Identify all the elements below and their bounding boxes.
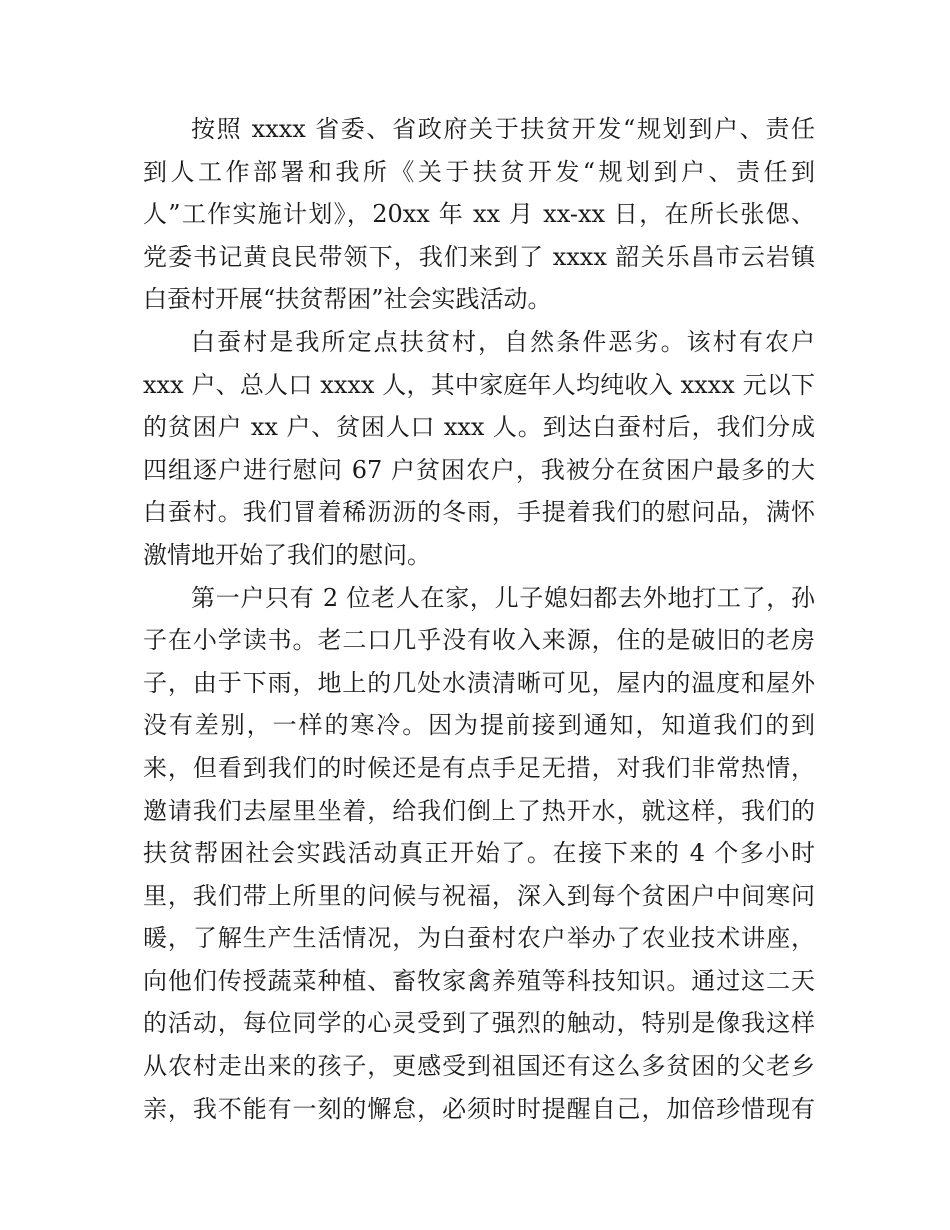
text-line: 激情地开始了我们的慰问。 — [143, 540, 431, 569]
text-line: 四组逐户进行慰问 67 户贫困农户，我被分在贫困户最多的大 — [143, 455, 815, 484]
text-line: 亲，我不能有一刻的懈怠，必须时时提醒自己，加倍珍惜现有 — [143, 1094, 815, 1123]
text-line: 里，我们带上所里的问候与祝福，深入到每个贫困户中间寒问 — [143, 881, 815, 910]
text-line: 扶贫帮困社会实践活动真正开始了。在接下来的 4 个多小时 — [143, 839, 815, 868]
text-line: 到人工作部署和我所《关于扶贫开发“规划到户、责任到 — [143, 157, 815, 186]
text-line: 白蚕村开展“扶贫帮困”社会实践活动。 — [143, 285, 552, 314]
text-line: 按照 xxxx 省委、省政府关于扶贫开发“规划到户、责任 — [191, 115, 815, 143]
text-line: 的活动，每位同学的心灵受到了强烈的触动，特别是像我这样 — [143, 1009, 815, 1038]
text-line: xxx 户、总人口 xxxx 人，其中家庭年人均纯收入 xxxx 元以下 — [143, 370, 815, 399]
text-line: 党委书记黄良民带领下，我们来到了 xxxx 韶关乐昌市云岩镇 — [143, 242, 815, 271]
text-line: 白蚕村是我所定点扶贫村，自然条件恶劣。该村有农户 — [191, 327, 815, 356]
text-line: 人”工作实施计划》，20xx 年 xx 月 xx-xx 日，在所长张偲、 — [143, 200, 815, 229]
text-line: 没有差别，一样的寒冷。因为提前接到通知，知道我们的到 — [143, 711, 815, 740]
paragraph-2 — [143, 321, 815, 577]
text-line: 子在小学读书。老二口几乎没有收入来源，住的是破旧的老房 — [143, 626, 815, 655]
text-line: 邀请我们去屋里坐着，给我们倒上了热开水，就这样，我们的 — [143, 796, 815, 825]
text-line: 的贫困户 xx 户、贫困人口 xxx 人。到达白蚕村后，我们分成 — [143, 413, 815, 442]
text-line: 子，由于下雨，地上的几处水渍清晰可见，屋内的温度和屋外 — [143, 668, 815, 697]
document-body — [143, 108, 815, 1130]
text-line: 暖，了解生产生活情况，为白蚕村农户举办了农业技术讲座， — [143, 924, 815, 953]
text-line: 第一户只有 2 位老人在家，儿子媳妇都去外地打工了，孙 — [191, 583, 815, 612]
text-line: 从农村走出来的孩子，更感受到祖国还有这么多贫困的父老乡 — [143, 1052, 815, 1081]
paragraph-3 — [143, 577, 815, 1131]
text-line: 向他们传授蔬菜种植、畜牧家禽养殖等科技知识。通过这二天 — [143, 966, 815, 995]
text-line: 来，但看到我们的时候还是有点手足无措，对我们非常热情， — [143, 753, 815, 782]
text-line: 白蚕村。我们冒着稀沥沥的冬雨，手提着我们的慰问品，满怀 — [143, 498, 815, 527]
paragraph-1 — [143, 108, 815, 321]
